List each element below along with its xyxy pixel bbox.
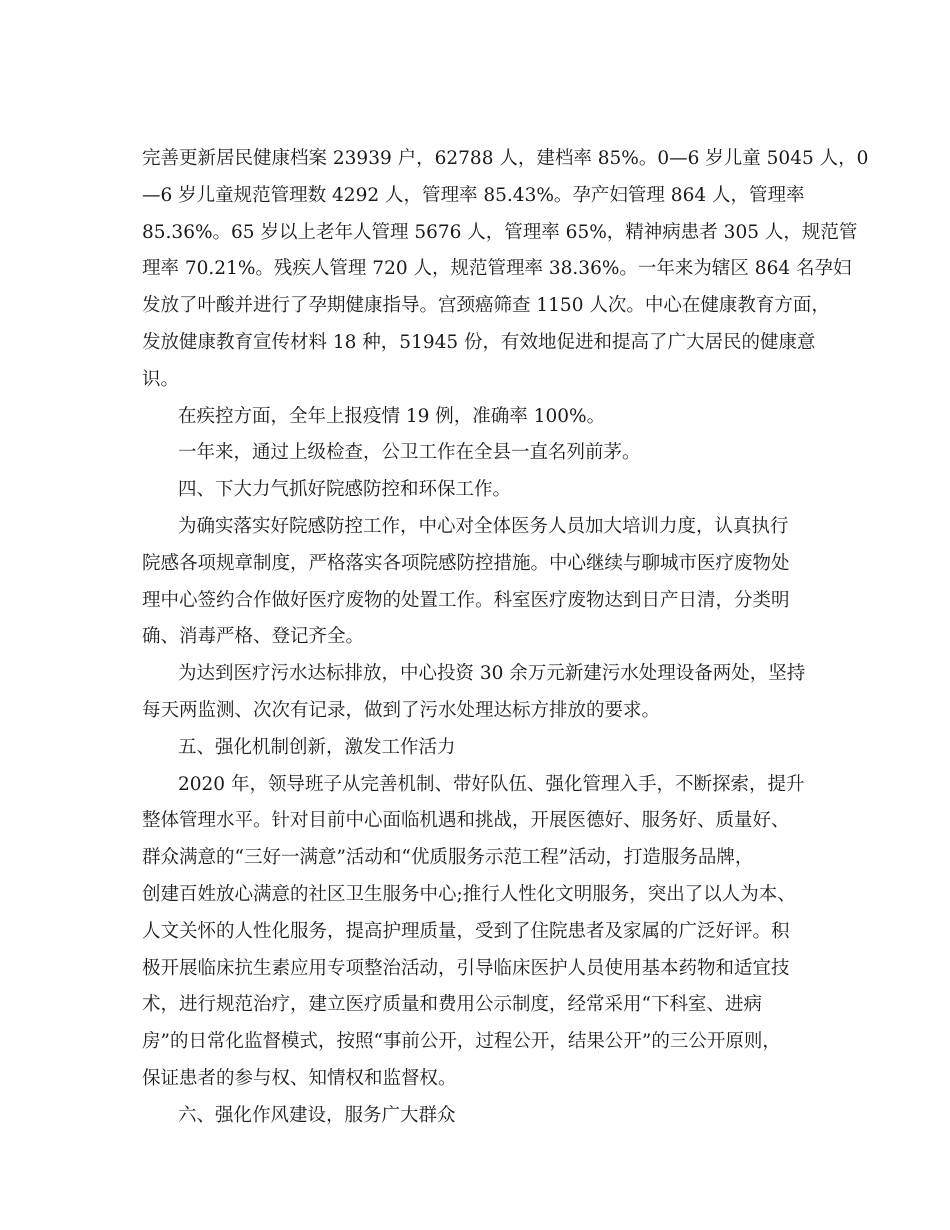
document-body xyxy=(142,146,869,1140)
paragraph-first-line: 四、下大力气抓好院感防控和环保工作。 xyxy=(178,479,512,501)
paragraph-line: 完善更新居民健康档案 23939 户，62788 人，建档率 85%。0—6 岁儿童 5045 人，0 xyxy=(142,148,869,169)
paragraph-line: 群众满意的“三好一满意”活动和“优质服务示范工程”活动，打造服务品牌， xyxy=(142,847,754,869)
paragraph-line: 院感各项规章制度，严格落实各项院感防控措施。中心继续与聊城市医疗废物处 xyxy=(142,552,790,574)
paragraph-line: 发放了叶酸并进行了孕期健康指导。宫颈癌筛查 1150 人次。中心在健康教育方面， xyxy=(142,295,830,317)
paragraph-first-line: 在疾控方面，全年上报疫情 19 例，准确率 100%。 xyxy=(178,405,606,427)
paragraph-line: 术，进行规范治疗，建立医疗质量和费用公示制度，经常采用“下科室、进病 xyxy=(142,994,762,1016)
paragraph-first-line: 2020 年，领导班子从完善机制、带好队伍、强化管理入手，不断探索，提升 xyxy=(178,773,805,795)
paragraph-first-line: 六、强化作风建设，服务广大群众 xyxy=(178,1104,456,1126)
paragraph-line: 人文关怀的人性化服务，提高护理质量，受到了住院患者及家属的广泛好评。积 xyxy=(142,920,790,942)
paragraph-line: 理率 70.21%。残疾人管理 720 人，规范管理率 38.36%。一年来为辖区 864 名孕妇 xyxy=(142,258,852,280)
paragraph-line: 85.36%。65 岁以上老年人管理 5676 人，管理率 65%，精神病患者 305 人，规范管 xyxy=(142,221,858,243)
paragraph-line: 房”的日常化监督模式，按照“事前公开，过程公开，结果公开”的三公开原则， xyxy=(142,1031,781,1053)
paragraph-line: 创建百姓放心满意的社区卫生服务中心;推行人性化文明服务，突出了以人为本、 xyxy=(142,883,796,905)
paragraph-first-line: 为达到医疗污水达标排放，中心投资 30 余万元新建污水处理设备两处，坚持 xyxy=(178,663,806,685)
paragraph-line: 理中心签约合作做好医疗废物的处置工作。科室医疗废物达到日产日清，分类明 xyxy=(142,589,790,611)
paragraph-first-line: 五、强化机制创新，激发工作活力 xyxy=(178,736,456,758)
paragraph-line: 确、消毒严格、登记齐全。 xyxy=(142,626,365,648)
paragraph-line: 极开展临床抗生素应用专项整治活动，引导临床医护人员使用基本药物和适宜技 xyxy=(142,957,790,979)
paragraph-line: 整体管理水平。针对目前中心面临机遇和挑战，开展医德好、服务好、质量好、 xyxy=(142,810,790,832)
paragraph-line: —6 岁儿童规范管理数 4292 人，管理率 85.43%。孕产妇管理 864 人，管理率 xyxy=(142,184,805,206)
paragraph-first-line: 为确实落实好院感防控工作，中心对全体医务人员加大培训力度，认真执行 xyxy=(178,515,789,537)
paragraph-first-line: 一年来，通过上级检查，公卫工作在全县一直名列前茅。 xyxy=(178,442,641,464)
paragraph-line: 保证患者的参与权、知情权和监督权。 xyxy=(142,1067,457,1089)
paragraph-line: 每天两监测、次次有记录，做到了污水处理达标方排放的要求。 xyxy=(142,699,661,721)
paragraph-line: 发放健康教育宣传材料 18 种，51945 份，有效地促进和提高了广大居民的健康意 xyxy=(142,331,816,353)
paragraph-line: 识。 xyxy=(142,368,180,390)
